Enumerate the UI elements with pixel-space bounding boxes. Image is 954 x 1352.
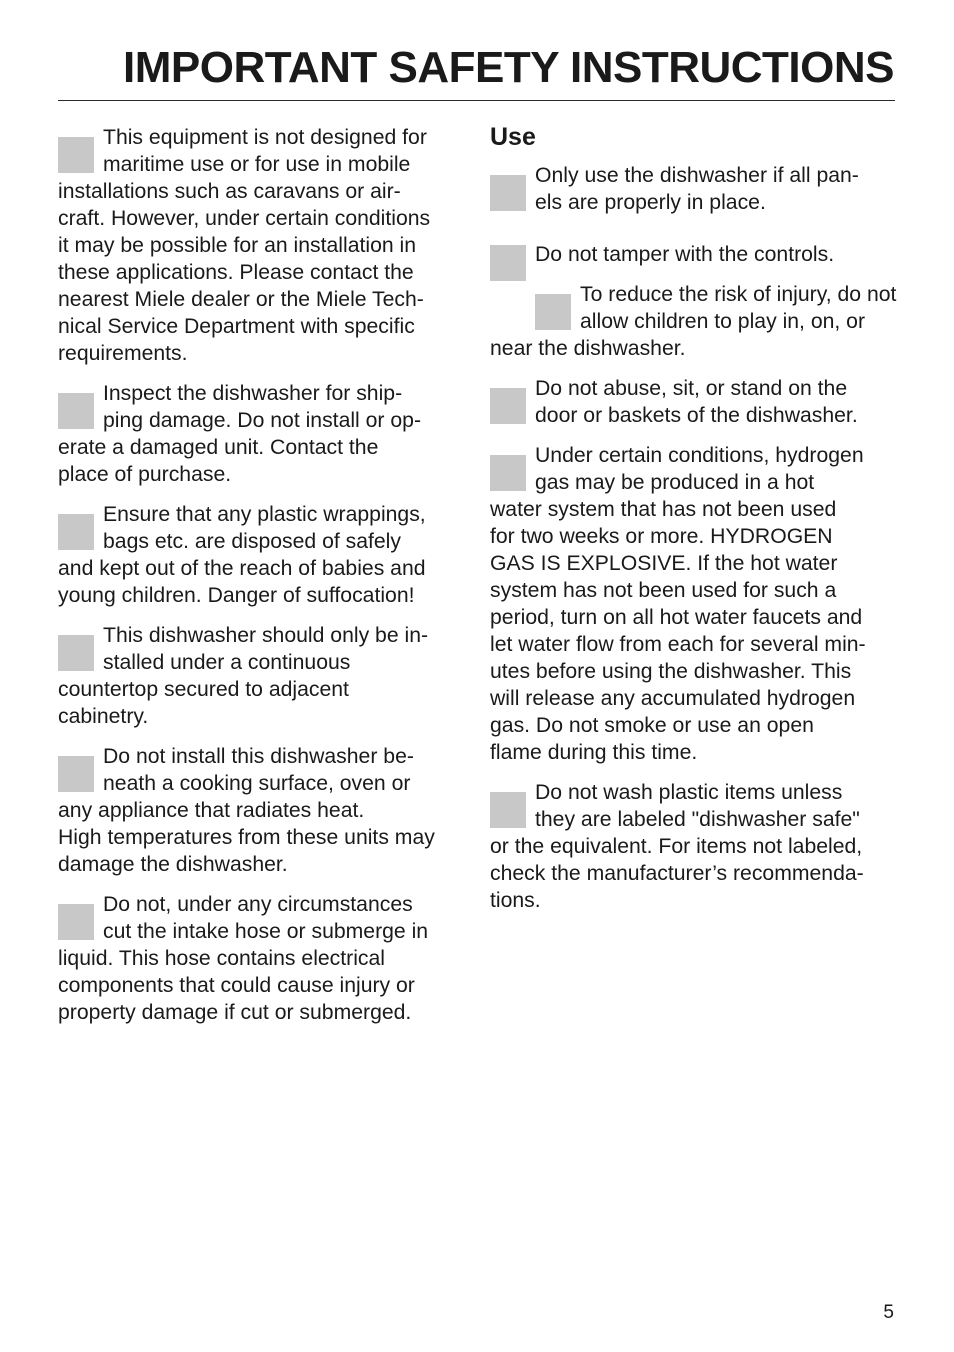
safety-item [58,891,468,1026]
bullet-box-icon [58,904,94,940]
safety-item [58,622,468,730]
bullet-box-icon [490,175,526,211]
left-column [58,124,468,1039]
safety-item [490,281,900,362]
bullet-box-icon [58,393,94,429]
bullet-box-icon [58,756,94,792]
bullet-box-icon [490,792,526,828]
safety-item-text: To reduce the risk of injury, do not allow children to play in, on, or near the dishwasher. [490,283,897,360]
safety-item [490,241,900,268]
safety-item-text: Do not wash plastic items unless they are labeled "dishwasher safe" or the equivalent. For items not labeled, check the manufacturer’s recommenda- tions. [490,781,864,912]
safety-item-text: Inspect the dishwasher for ship- ping damage. Do not install or op- erate a damaged unit. Contact the place of purchase. [58,382,421,486]
bullet-box-icon [535,294,571,330]
safety-item [490,162,900,216]
safety-item-text: Ensure that any plastic wrappings, bags etc. are disposed of safely and kept out of the reach of babies and young children. Danger of suffocation! [58,503,426,607]
safety-item [58,743,468,878]
safety-item-text: Do not abuse, sit, or stand on the door or baskets of the dishwasher. [535,377,858,427]
right-column [490,124,900,927]
bullet-box-icon [490,455,526,491]
bullet-box-icon [490,245,526,281]
section-heading-use: Use [490,123,536,151]
page-number: 5 [883,1302,894,1323]
safety-item-text: This equipment is not designed for maritime use or for use in mobile installations such as caravans or air- craft. However, under certain conditions it may be possible for an installation in these applications. Please contact the nearest Miele dealer or the Miele Tech- nical Service Department with specific requirements. [58,126,431,365]
safety-item [490,442,900,766]
page-title: IMPORTANT SAFETY INSTRUCTIONS [123,43,894,92]
safety-item-text: Do not install this dishwasher be- neath a cooking surface, oven or any appliance that radiates heat. High temperatures from these units may damage the dishwasher. [58,745,435,876]
title-divider [58,100,895,101]
bullet-box-icon [490,388,526,424]
safety-item [490,375,900,429]
safety-item [58,380,468,488]
safety-item [58,501,468,609]
bullet-box-icon [58,514,94,550]
safety-item-text: Do not tamper with the controls. [535,243,835,266]
safety-item-text: Do not, under any circumstances cut the intake hose or submerge in liquid. This hose contains electrical components that could cause injury or property damage if cut or submerged. [58,893,429,1024]
safety-item-text: This dishwasher should only be in- stalled under a continuous countertop secured to adjacent cabinetry. [58,624,429,728]
safety-item [58,124,468,367]
safety-item-text: Only use the dishwasher if all pan- els are properly in place. [535,164,859,214]
safety-item-text: Under certain conditions, hydrogen gas may be produced in a hot water system that has not been used for two weeks or more. HYDROGEN GAS IS EXPLOSIVE. If the hot water system has not been used for such a period, turn on all hot water faucets and let water flow from each for several min- utes before using the dishwasher. This will release any accumulated hydrogen gas. Do not smoke or use an open flame during this time. [490,444,866,764]
bullet-box-icon [58,137,94,173]
safety-item [490,779,900,914]
bullet-box-icon [58,635,94,671]
